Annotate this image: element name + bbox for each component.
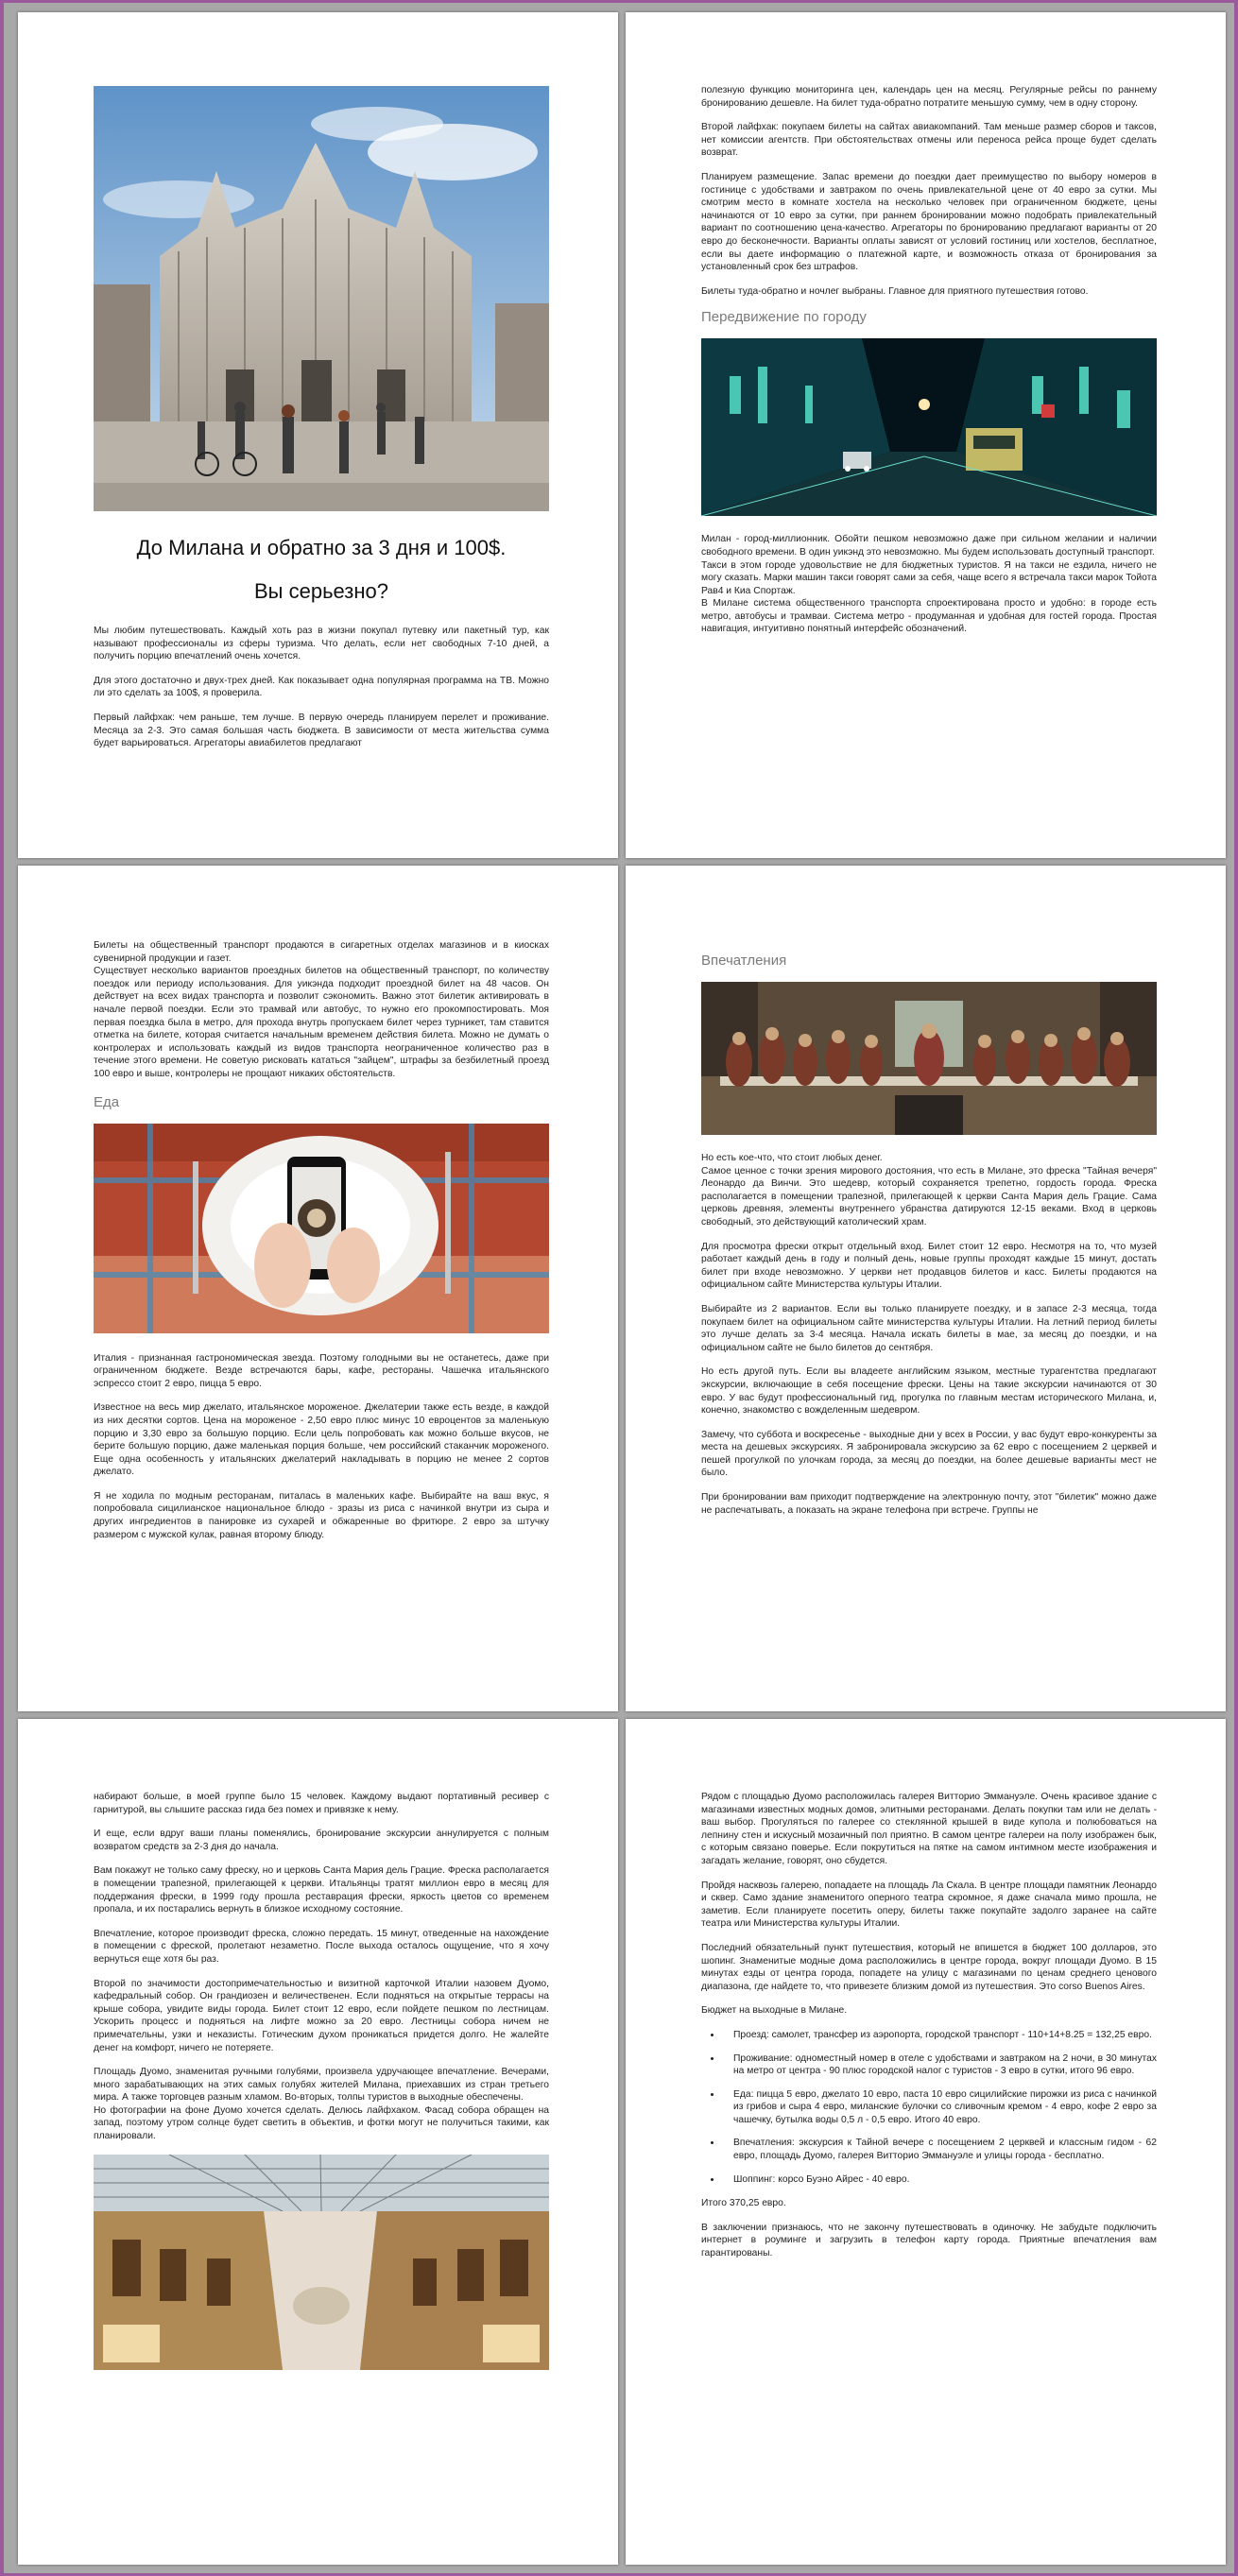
article-title-line-1: До Милана и обратно за 3 дня и 100$. — [136, 536, 507, 559]
paragraph: Для просмотра фрески открыт отдельный вход. Билет стоит 12 евро. Несмотря на то, что музей работает каждый день в году и полный день, новые группы проходят каждые 15 минут, достать билет при входе невозможно. У церкви нет продавцов билетов и касс. Билеты продаются на официальном сайте Министерства культуры Италии. — [701, 1241, 1157, 1291]
milan-night-street-photo — [701, 338, 1157, 516]
document-page-4 — [626, 866, 1226, 1711]
article-title-line-2: Вы серьезно? — [254, 579, 388, 603]
paragraph: Рядом с площадью Дуомо расположилась галерея Витторио Эммануэле. Очень красивое здание с магазинами известных модных домов, элитными ресторанами. Делать покупки там или не делать - ваш выбор. Прогуляться по галерее со стеклянной крышей в виде купола и полюбоваться на лепнину стен и искусный мозаичный пол приятно. В самом центре галереи на полу изображен бык, с которым связано поверье. Если покрутиться на пятке на самом интимном месте изображения и загадать желание, говорят, оно сбудется. — [701, 1792, 1157, 1866]
document-page-5 — [18, 1719, 618, 2565]
budget-item-shopping: • Шоппинг: корсо Буэно Айрес - 40 евро. — [722, 2173, 1157, 2187]
paragraph: полезную функцию мониторинга цен, календарь цен на месяц. Регулярные рейсы по раннему бронированию дешевле. На билет туда-обратно потратите меньшую сумму, чем в одну сторону. — [701, 85, 1157, 109]
paragraph: Билеты на общественный транспорт продаются в сигаретных отделах магазинов и в киосках сувенирной продукции и газет. Существует несколько вариантов проездных билетов на общественный транспорт, по количеству поездок или периоду использования. Для уикэнда подходит проездной билет на 48 часов. Он действует на всех видах транспорта и позволит сэкономить. Важно этот билетик активировать в начале первой поездки. Если это трамвай или автобус, то нужно его прокомпостировать. Моя первая поездка была в метро, для прохода внутрь пропускаем билет через турникет, там ставится отметка на билете, которая считается начальным временем действия билета. Можно не думать о контролерах и использовать каждый из видов транспорта неограниченное количество раз в течение этого времени. Не советую рисковать кататься "зайцем", штрафы за безбилетный проезд 100 евро и выше, контролеры не прощают никаких обстоятельств. — [94, 940, 549, 1079]
paragraph: Первый лайфхак: чем раньше, тем лучше. В первую очередь планируем перелет и проживание. Месяца за 2-3. Это самая большая часть бюджета. В зависимости от места жительства сумма будет варьироваться. Агрегаторы авиабилетов предлагают — [94, 712, 549, 749]
budget-item-impressions: • Впечатления: экскурсия к Тайной вечере с посещением 2 церквей и классным гидом - 62 евро, площадь Дуомо, галерея Витторио Эммануэле и улицы города - бесплатно. — [722, 2137, 1157, 2162]
food-phone-photo — [94, 1124, 549, 1333]
document-page-3 — [18, 866, 618, 1711]
section-heading-food: Еда — [94, 1093, 120, 1110]
document-page-1 — [18, 12, 618, 858]
paragraph: Италия - признанная гастрономическая звезда. Поэтому голодными вы не останетесь, даже при ограниченном бюджете. Везде встречаются бары, кафе, рестораны. Чашечка итальянского эспрессо стоит 2 евро, пицца 5 евро. — [94, 1352, 549, 1389]
paragraph: Второй по значимости достопримечательностью и визитной карточкой Италии назовем Дуомо, кафедральный собор. Он грандиозен и величественен. Если подняться на открытые террасы на крыше собора, увидите виды города. Билет стоит 12 евро, если пойдете пешком по лестницам. Ускорить процесс и подняться на лифте можно за 20 евро. Лестницы собора ничем не примечательны, узки и неказисты. Готическим духом проникаться придется долго. Не жалейте денег на комфорт, ничего не потеряете. — [94, 1978, 549, 2053]
paragraph: Но есть другой путь. Если вы владеете английским языком, местные турагентства предлагают экскурсии, включающие в себя посещение фрески. Цены на такие экскурсии начинаются от 30 евро. У вас будут профессиональный гид, прогулка по главным местам исторического Милана, и, конечно, знакомство с вожделенным шедевром. — [701, 1366, 1157, 1417]
paragraph: Планируем размещение. Запас времени до поездки дает преимущество по выбору номеров в гостинице с удобствами и завтраком по очень привлекательной цене от 40 евро за сутки. Мы смотрим место в комнате хостела на несколько человек при ограниченном бюджете, цены начинаются от 10 евро за сутки, при раннем бронировании можно подобрать привлекательный вариант по соотношению цена-качество. Агрегаторы по бронированию предлагают варианты от 20 евро до бесконечности. Варианты оплаты зависят от условий гостиниц или хостелов, бесплатное, если вы даете информацию о платежной карте, и возможность отказа от бронирования за установленный срок без штрафов. — [701, 171, 1157, 273]
paragraph: Замечу, что суббота и воскресенье - выходные дни у всех в России, у вас будут евро-конкуренты за места на дешевых экскурсиях. Я забронировала экскурсию за 62 евро с посещением 2 церквей и пешей прогулкой по улочкам города, за месяц до поездки, на более дешевые варианты мест не было. — [701, 1429, 1157, 1479]
paragraph: Мы любим путешествовать. Каждый хоть раз в жизни покупал путевку или пакетный тур, как называют профессионалы из сферы туризма. Что делать, если нет свободных 7-10 дней, а получить порцию впечатлений очень хочется. — [94, 626, 549, 662]
section-heading-transport: Передвижение по городу — [701, 309, 867, 326]
paragraph: Но есть кое-что, что стоит любых денег. Самое ценное с точки зрения мирового достояния, что есть в Милане, это фреска "Тайная вечеря" Леонардо да Винчи. Это шедевр, который сохраняется трепетно, гордость города. Фреска располагается в помещении трапезной, прилегающей к церкви Санта Мария дель Грацие. Сама церковь древняя, элементы внутреннего убранства датируются 12-15 веками. Вход в церковь свободный, это действующий католический храм. — [701, 1153, 1157, 1228]
paragraph: В заключении признаюсь, что не закончу путешествовать в одиночку. Не забудьте подключить интернет в роуминге и загрузить в телефон карту города. Приятные впечатления вам гарантированы. — [701, 2222, 1157, 2259]
paragraph: Второй лайфхак: покупаем билеты на сайтах авиакомпаний. Там меньше размер сборов и таксов, нет комиссии агентств. При обстоятельствах отмены или переноса рейса проще будет сделать возврат. — [701, 122, 1157, 159]
budget-total: Итого 370,25 евро. — [701, 2198, 786, 2209]
budget-item-food: • Еда: пицца 5 евро, джелато 10 евро, паста 10 евро сицилийские пирожки из риса с начинкой из грибов и сыра 4 евро, миланские булочки со сливочным кремом - 4 евро, кофе 2 евро за чашечку, бутылка воды 0,5 л - 0,5 евро. Итого 40 евро. — [722, 2088, 1157, 2127]
paragraph: Я не ходила по модным ресторанам, питалась в маленьких кафе. Выбирайте на ваш вкус, я попробовала сицилианское национальное блюдо - зразы из риса с начинкой внутри из сыра и других ингредиентов в панировке из сухарей и обжаренные во фритюре. 2 евро за штучку размером с мужской кулак, равная второму блюду. — [94, 1490, 549, 1540]
paragraph: И еще, если вдруг ваши планы поменялись, бронирование экскурсии аннулируется с полным возвратом средств за 2-3 дня до начала. — [94, 1829, 549, 1852]
last-supper-fresco-photo — [701, 982, 1157, 1135]
paragraph: Бюджет на выходные в Милане. — [701, 2005, 848, 2017]
paragraph: Билеты туда-обратно и ночлег выбраны. Главное для приятного путешествия готово. — [701, 285, 1089, 297]
paragraph: набирают больше, в моей группе было 15 человек. Каждому выдают портативный ресивер с гарнитурой, вы слышите рассказ гида без помех и привязке к нему. — [94, 1792, 549, 1815]
section-heading-impressions: Впечатления — [701, 953, 787, 969]
document-page-6 — [626, 1719, 1226, 2565]
paragraph: Милан - город-миллионник. Обойти пешком невозможно даже при сильном желании и наличии свободного времени. В один уикэнд это невозможно. Мы будем использовать доступный транспорт. Такси в этом городе удовольствие не для бюджетных туристов. Я на такси не ездила, ничего не могу сказать. Марки машин такси говорят сами за себя, чаще всего я встречала такси марок Тойота Рав4 и Киа Спортаж. В Милане система общественного транспорта спроектирована просто и удобно: в городе есть метро, автобусы и трамваи. Система метро - продуманная и удобная для гостей города. Простая навигация, интуитивно понятный интерфейс обозначений. — [701, 534, 1157, 635]
paragraph: Впечатление, которое производит фреска, сложно передать. 15 минут, отведенные на нахождение в помещении с фреской, пролетают незаметно. После выхода осталось ощущение, что я хочу вернуться еще хотя бы раз. — [94, 1928, 549, 1965]
paragraph: Вам покажут не только саму фреску, но и церковь Санта Мария дель Грацие. Фреска располагается в помещении трапезной, прилегающей к церкви. Итальянцы тратят миллион евро в месяц для поддержания фрески, в 1999 году прошла реставрация фрески, яркость цветов со временем пропала, и их постарались вернуть в близкое исходному состояние. — [94, 1865, 549, 1915]
galleria-vittorio-emanuele-photo — [94, 2155, 549, 2370]
budget-item-transport: • Проезд: самолет, трансфер из аэропорта, городской транспорт - 110+14+8.25 = 132,25 евро. — [722, 2029, 1157, 2042]
paragraph: Площадь Дуомо, знаменитая ручными голубями, произвела удручающее впечатление. Вечерами, много зарабатывающих на этих самых голубях жителей Милана, приехавших из стран третьего мира. А также торговцев разным хламом. Во-вторых, толпы туристов в выходные обеспечены. Но фотографии на фоне Дуомо хочется сделать. Делюсь лайфхаком. Фасад собора обращен на запад, поэтому утром солнце будет светить в объектив, и фотки могут не получиться такими, как планировали. — [94, 2067, 549, 2142]
budget-list — [701, 2029, 1157, 2186]
document-page-2 — [626, 12, 1226, 858]
paragraph: Пройдя насквозь галерею, попадаете на площадь Ла Скала. В центре площади памятник Леонардо и сквер. Само здание знаменитого оперного театра скромное, я даже сначала мимо прошла, не заметив. Если планируете посетить оперу, билеты также покупайте задолго заранее на сайте театра или Министерства культуры Италии. — [701, 1880, 1157, 1930]
paragraph: Выбирайте из 2 вариантов. Если вы только планируете поездку, и в запасе 2-3 месяца, тогда покупаем билет на официальном сайте министерства культуры Италии. На летний период билеты это лучше делать за 3-4 месяца. Начала искать билеты в мае, за месяц до поездки, и на официальном сайте не было билетов до сентября. — [701, 1303, 1157, 1353]
duomo-cathedral-photo — [94, 86, 549, 511]
document-viewer[interactable] — [4, 3, 1234, 2573]
paragraph: Для этого достаточно и двух-трех дней. Как показывает одна популярная программа на ТВ. Можно ли это сделать за 100$, я проверила. — [94, 675, 549, 699]
budget-item-accommodation: • Проживание: одноместный номер в отеле с удобствами и завтраком на 2 ночи, в 30 минутах на метро от центра - 90 плюс городской налог с туристов - 3 евро в сутки, итого 96 евро. — [722, 2052, 1157, 2078]
paragraph: При бронировании вам приходит подтверждение на электронную почту, этот "билетик" можно даже не распечатывать, а показать на экране телефона при встрече. Группы не — [701, 1492, 1157, 1516]
paragraph: Известное на весь мир джелато, итальянское мороженое. Джелатерии также есть везде, в каждой из них десятки сортов. Цена на мороженое - 2,50 евро плюс минус 10 евроцентов за маленькую порцию и 3,30 евро за большую порцию. Если цель попробовать как можно больше вкусов, не берите большую порцию, даже маленькая порция больше, чем российский стаканчик мороженого. Еще одна особенность у итальянских джелатерий накладывать в порцию не менее 2 сортов джелато. — [94, 1402, 549, 1478]
paragraph: Последний обязательный пункт путешествия, который не впишется в бюджет 100 долларов, это шопинг. Знаменитые модные дома расположились в центре города, вокруг площади Дуомо. В 15 минутах езды от центра города, попадете на улицу с магазинами по ценам среднего ценового диапазона, где найдете то, что привезете близким домой из путешествия. Это corso Buenos Aires. — [701, 1942, 1157, 1992]
